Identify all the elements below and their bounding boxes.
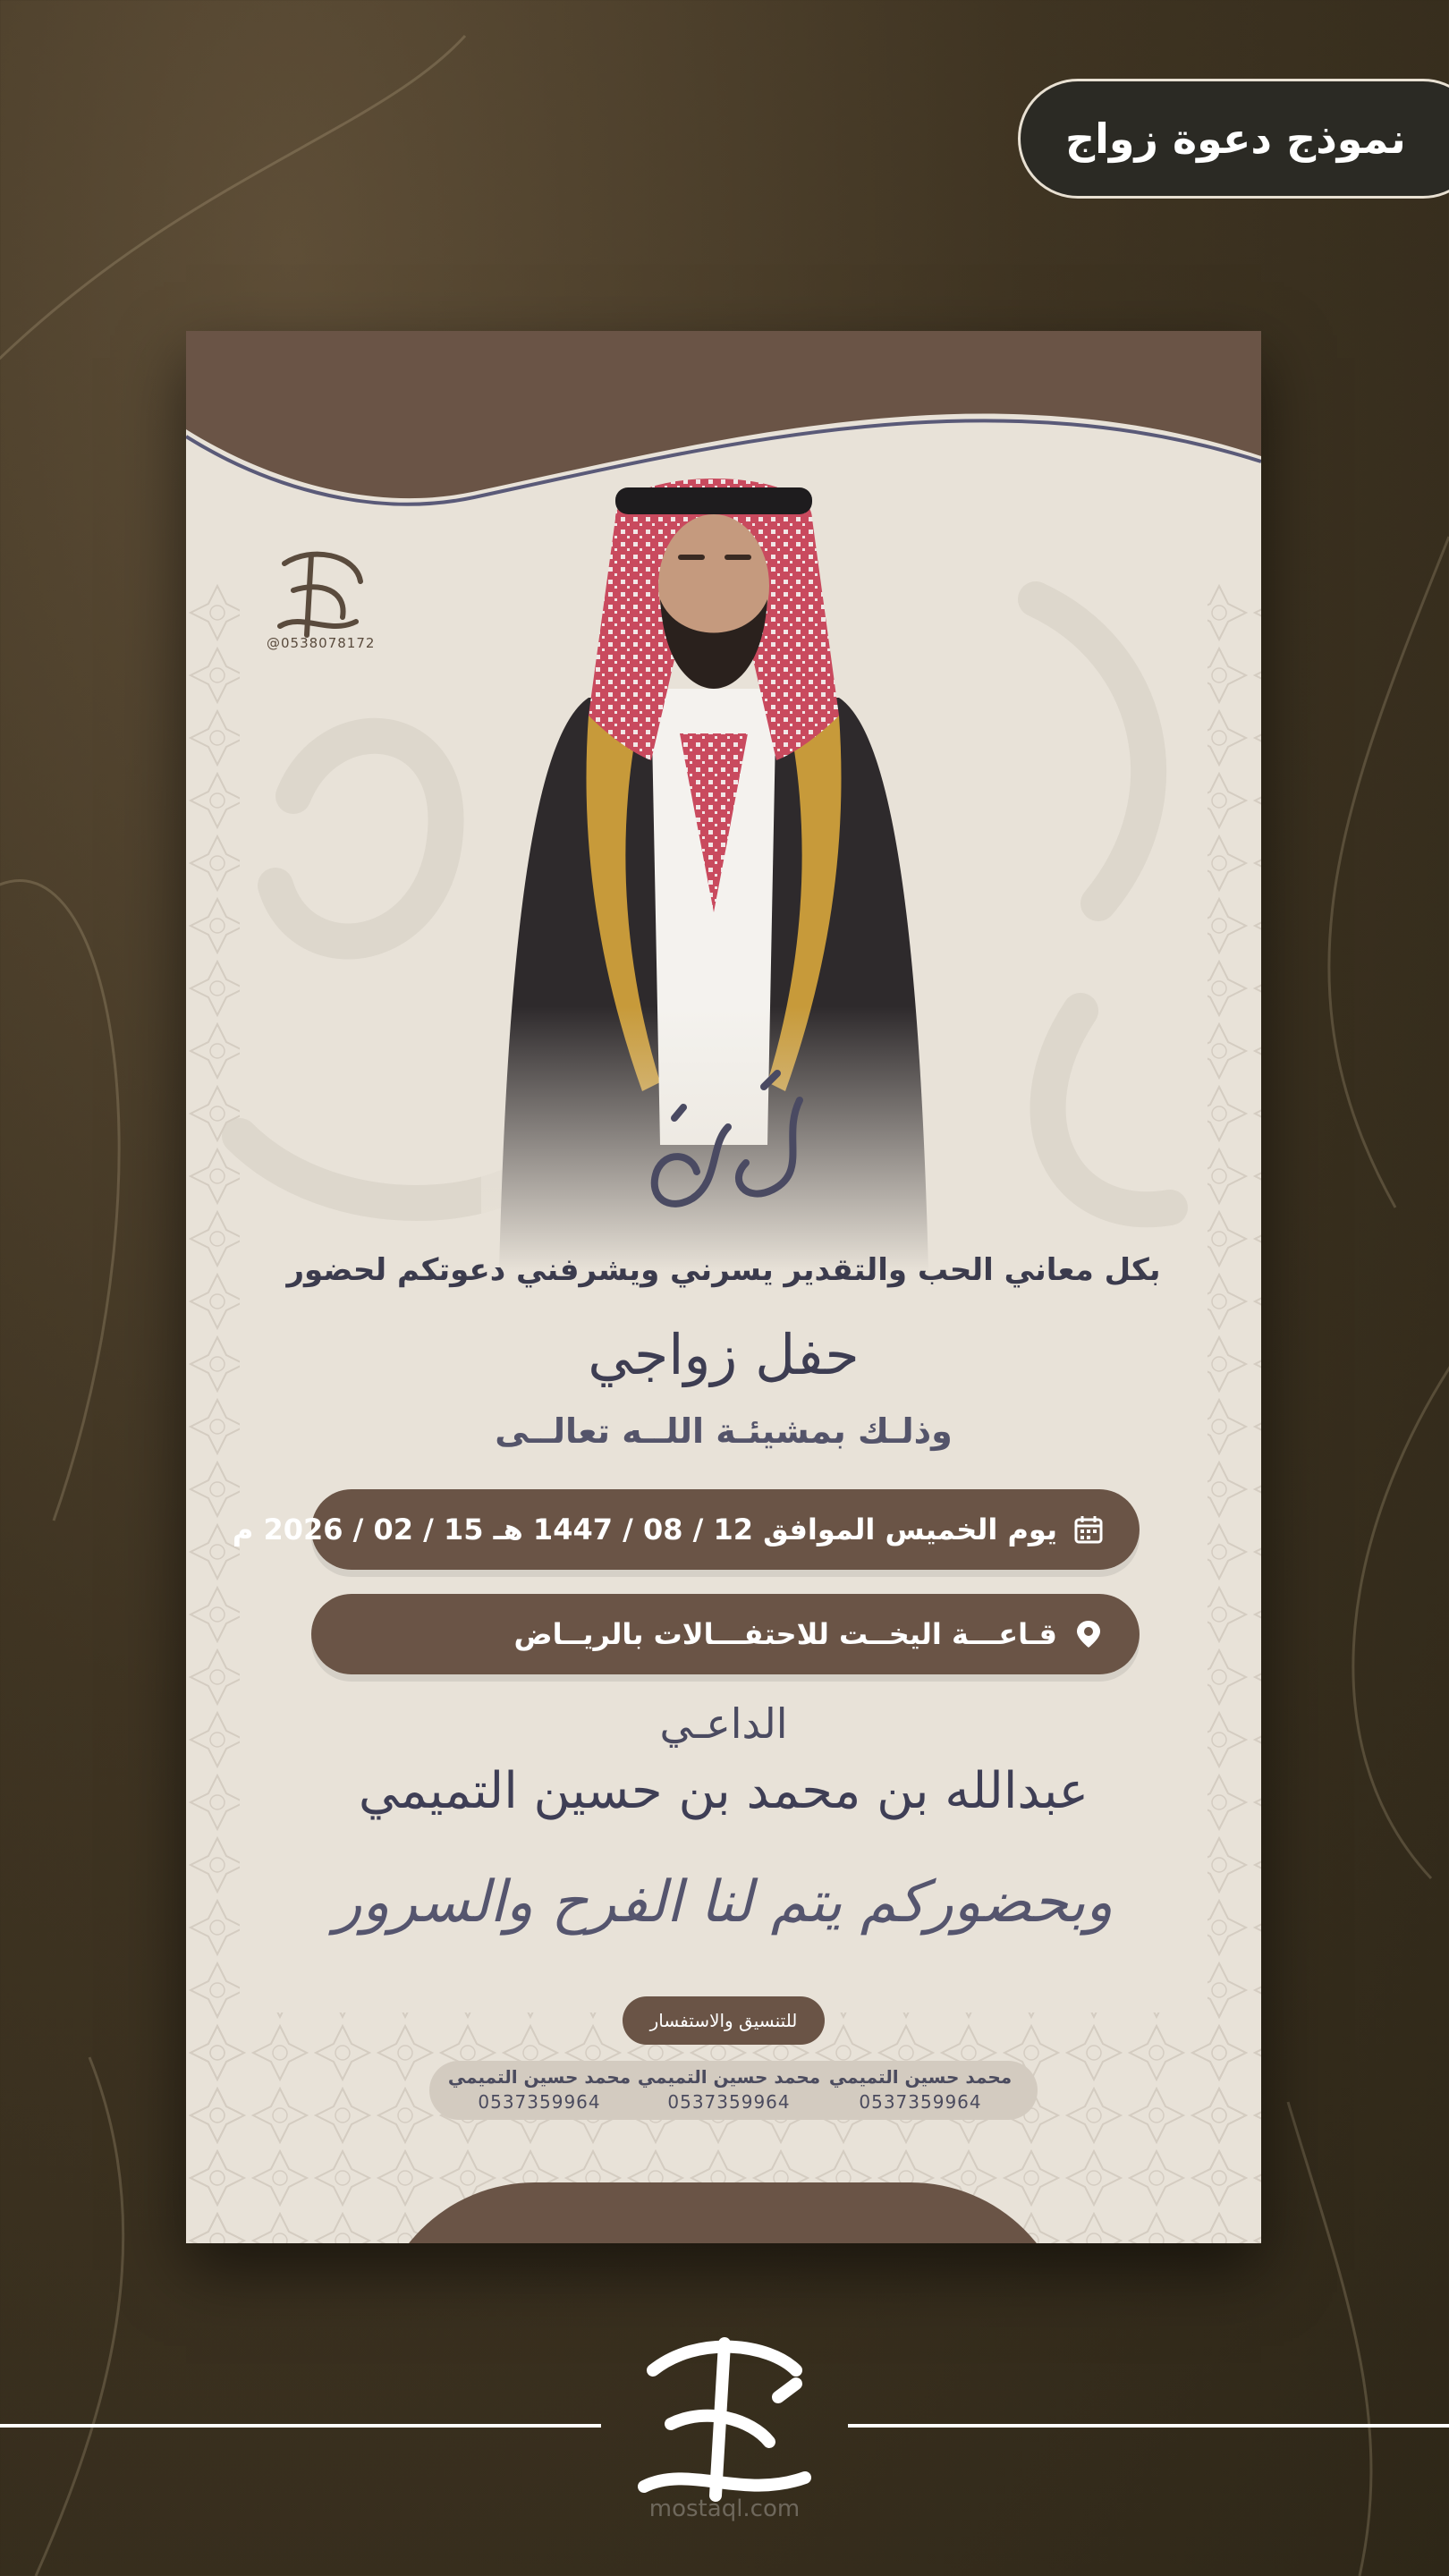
brand-phone: @0538078172: [267, 635, 376, 651]
coordination-label: للتنسيق والاستفسار: [649, 2010, 798, 2031]
invitation-card: [186, 331, 1261, 2243]
venue-text: قـاعـــة اليخــت للاحتفـــالات بالريــاض: [513, 1617, 1057, 1651]
contact-item: [635, 2066, 823, 2113]
contact-phone: 0537359964: [478, 2091, 601, 2113]
contact-name: محمد حسين التميمي: [447, 2066, 631, 2088]
groom-portrait: [481, 465, 946, 1449]
date-pill: [232, 1489, 1140, 1570]
contact-phone: 0537359964: [667, 2091, 791, 2113]
location-pin-icon: [1073, 1619, 1104, 1649]
contact-name: محمد حسين التميمي: [637, 2066, 821, 2088]
host-name: عبدالله بن محمد بن حسين التميمي: [358, 1762, 1089, 1820]
host-label: الداعـي: [659, 1699, 788, 1748]
blessing-text: وبحضوركم يتم لنا الفرح والسرور: [334, 1869, 1114, 1936]
contact-item: [826, 2066, 1014, 2113]
event-title: حفل زواجي: [588, 1322, 860, 1387]
coordination-badge: [623, 1996, 825, 2045]
contact-phone: 0537359964: [859, 2091, 982, 2113]
calendar-icon: [1073, 1514, 1104, 1545]
footer-rule-right: [848, 2424, 1449, 2428]
contact-name: محمد حسين التميمي: [828, 2066, 1013, 2088]
template-title-badge: [1018, 79, 1449, 199]
footer-rule-left: [0, 2424, 601, 2428]
template-title: نموذج دعوة زواج: [1065, 114, 1406, 163]
intro-text: بكل معاني الحب والتقدير يسرني ويشرفني دعوتكم لحضور: [286, 1252, 1161, 1288]
date-text: يوم الخميس الموافق 12 / 08 / 1447 هـ 15 / 02 / 2026 م: [232, 1513, 1057, 1546]
god-willing-text: وذلـك بمشيئـة اللــه تعالــى: [495, 1411, 953, 1451]
venue-pill: [311, 1594, 1140, 1674]
watermark-text: mostaql.com: [648, 2496, 801, 2522]
invitation-title-calligraphy: [621, 1064, 826, 1225]
contact-item: [445, 2066, 633, 2113]
